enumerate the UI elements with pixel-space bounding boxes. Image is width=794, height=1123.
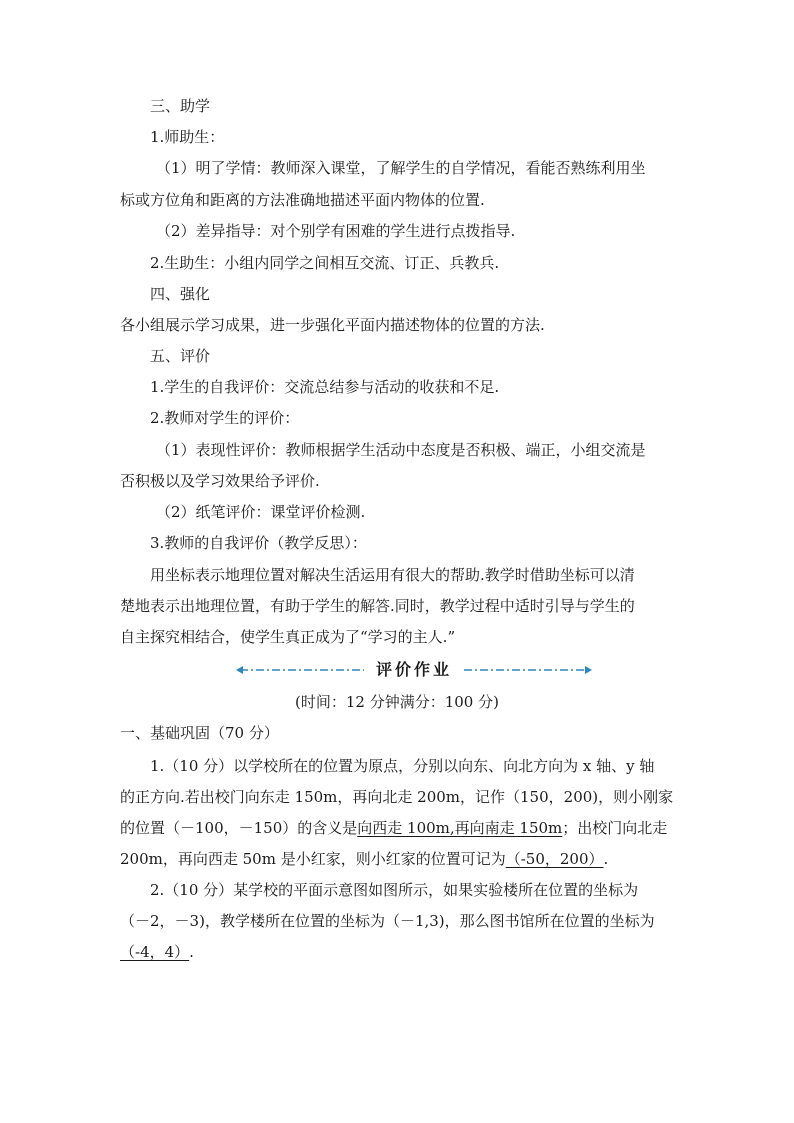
text-segment: ；出校门向北走 [562,819,668,837]
question-2-line [0,942,794,962]
subheading-teacher-eval: 2.教师对学生的评价： [150,409,300,427]
text-segment: . [189,943,194,961]
section-heading-reinforce: 四、强化 [150,285,211,303]
part-heading-basic: 一、基础巩固（70 分） [120,724,279,742]
paragraph-line: 各小组展示学习成果，进一步强化平面内描述物体的位置的方法. [120,316,545,334]
subheading-reflection: 3.教师的自我评价（教学反思）： [150,534,367,552]
paragraph-line: （2）差异指导：对个别学有困难的学生进行点拨指导. [156,222,516,240]
text-segment: 200m，再向西走 50m 是小红家，则小红家的位置可记为 [120,850,506,868]
paragraph-line: （1）表现性评价：教师根据学生活动中态度是否积极、端正，小组交流是 [156,441,646,459]
paragraph-line: （2）纸笔评价：课堂评价检测. [156,503,366,521]
paragraph-line: 否积极以及学习效果给予评价. [120,472,320,490]
question-2-line: （－2，－3)，教学楼所在位置的坐标为（－1,3)，那么图书馆所在位置的坐标为 [120,912,655,930]
subheading-self-eval: 1.学生的自我评价：交流总结参与活动的收获和不足. [150,378,500,396]
answer-blank: 向西走 100m,再向南走 150m [357,819,563,837]
text-segment: . [603,850,609,868]
question-1-line: 的正方向.若出校门向东走 150m，再向北走 200m，记作（150，200)，则小刚家 [120,788,674,806]
paragraph-line: 标或方位角和距离的方法准确地描述平面内物体的位置. [120,191,485,209]
subheading-peer-help: 2.生助生：小组内同学之间相互交流、订正、兵教兵. [150,254,500,272]
section-heading-evaluate: 五、评价 [150,347,211,365]
question-1-line: 1.（10 分）以学校所在的位置为原点，分别以向东、向北方向为 x 轴、y 轴 [150,757,655,775]
paragraph-line: 楚地表示出地理位置，有助于学生的解答.同时，教学过程中适时引导与学生的 [120,597,635,615]
homework-time-note: (时间：12 分钟满分：100 分) [295,693,499,711]
homework-banner [236,659,592,681]
answer-blank: （-4，4） [120,943,190,961]
section-heading-assist: 三、助学 [150,97,211,115]
question-1-line [0,818,794,838]
paragraph-line: （1）明了学情：教师深入课堂，了解学生的自学情况，看能否熟练利用坐 [156,159,646,177]
paragraph-line: 自主探究相结合，使学生真正成为了“学习的主人.” [120,628,456,646]
text-segment: 的位置（－100，－150）的含义是 [120,819,358,837]
subheading-teacher-help: 1.师助生： [150,128,225,146]
paragraph-line: 用坐标表示地理位置对解决生活运用有很大的帮助.教学时借助坐标可以清 [150,566,635,584]
question-1-line [0,849,794,869]
banner-title: 评价作业 [375,660,452,679]
question-2-line: 2.（10 分）某学校的平面示意图如图所示，如果实验楼所在位置的坐标为 [150,881,639,899]
answer-blank: （-50，200） [505,850,604,868]
